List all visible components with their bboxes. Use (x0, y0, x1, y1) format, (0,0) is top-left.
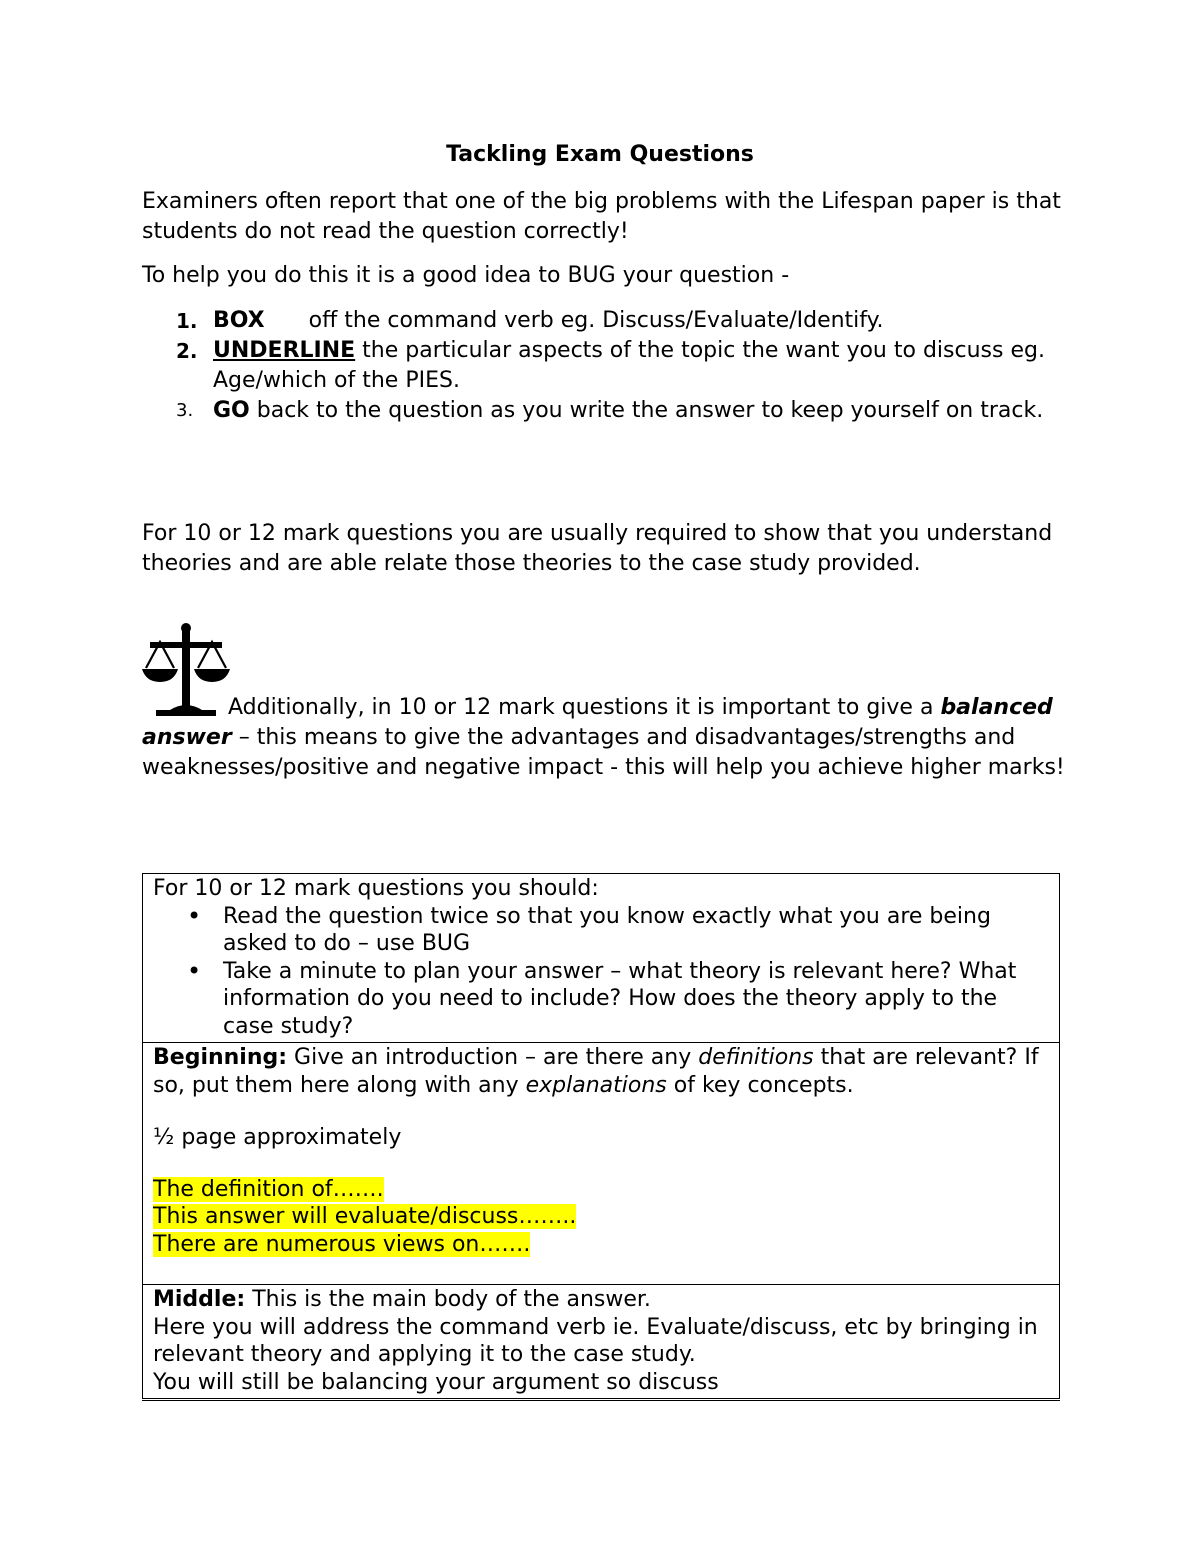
answer-structure-table (142, 873, 1060, 1401)
sentence-starter: There are numerous views on……. (153, 1231, 531, 1257)
step-number: 2. (176, 339, 198, 363)
table-row-middle (143, 1285, 1060, 1400)
step-keyword: UNDERLINE (213, 338, 356, 363)
list-item: • Take a minute to plan your answer – what theory is relevant here? What information do you need to include? How does the theory apply to the case study? (223, 958, 1049, 1041)
bug-steps-list (142, 306, 1072, 426)
length-guide: ½ page approximately (153, 1125, 402, 1150)
should-list (153, 903, 1049, 1041)
step-keyword: BOX (213, 308, 265, 333)
sentence-starter: This answer will evaluate/discuss…….. (153, 1204, 577, 1229)
intro-paragraph: Examiners often report that one of the big problems with the Lifespan paper is that students do not read the question correctly! (142, 189, 1061, 244)
step-keyword: GO (213, 398, 250, 423)
step-text: the particular aspects of the topic the want you to discuss eg. Age/which of the PIES. (213, 338, 1045, 393)
intro-heading: For 10 or 12 mark questions you should: (153, 876, 599, 901)
step-text: off the command verb eg. Discuss/Evaluate/Identify. (308, 308, 884, 333)
list-item: • Read the question twice so that you know exactly what you are being asked to do – use BUG (223, 903, 1049, 958)
beginning-text: Beginning: Give an introduction – are there any definitions that are relevant? If so, put them here along with any explanations of key concepts. (153, 1045, 1039, 1098)
sentence-starter: The definition of……. (153, 1176, 384, 1202)
beginning-cell (143, 1043, 1060, 1285)
bug-step-box (142, 306, 1072, 336)
balanced-answer-emphasis: balanced answer (142, 695, 1053, 750)
middle-cell: Middle: This is the main body of the answer. Here you will address the command verb ie. Evaluate/discuss, etc by bringing in relevant theory and applying it to the case study. You will still be balancing your argument so discuss (143, 1285, 1060, 1400)
step-text: back to the question as you write the answer to keep yourself on track. (249, 398, 1044, 423)
intro-cell (143, 874, 1060, 1043)
middle-text: You will still be balancing your argument so discuss (153, 1369, 719, 1395)
balanced-answer-paragraph: Additionally, in 10 or 12 mark questions it is important to give a balanced answer – this means to give the advantages and disadvantages/strengths and weaknesses/positive and negative impact - this will help you achieve higher marks! (142, 695, 1065, 780)
middle-text: Here you will address the command verb ie. Evaluate/discuss, etc by bringing in relevant theory and applying it to the case study. (153, 1314, 1038, 1367)
page-title: Tackling Exam Questions (446, 142, 754, 167)
table-row-intro (143, 874, 1060, 1043)
bug-intro-paragraph: To help you do this it is a good idea to BUG your question - (142, 263, 790, 288)
marks-paragraph: For 10 or 12 mark questions you are usually required to show that you understand theories and are able relate those theories to the case study provided. (142, 521, 1053, 576)
bug-step-go (142, 396, 1072, 426)
beginning-label: Beginning: (153, 1045, 288, 1070)
step-number: 1. (176, 309, 198, 333)
bug-step-underline (142, 336, 1072, 396)
table-row-beginning (143, 1043, 1060, 1285)
step-number: 3. (176, 400, 194, 421)
middle-label: Middle: (153, 1287, 246, 1312)
